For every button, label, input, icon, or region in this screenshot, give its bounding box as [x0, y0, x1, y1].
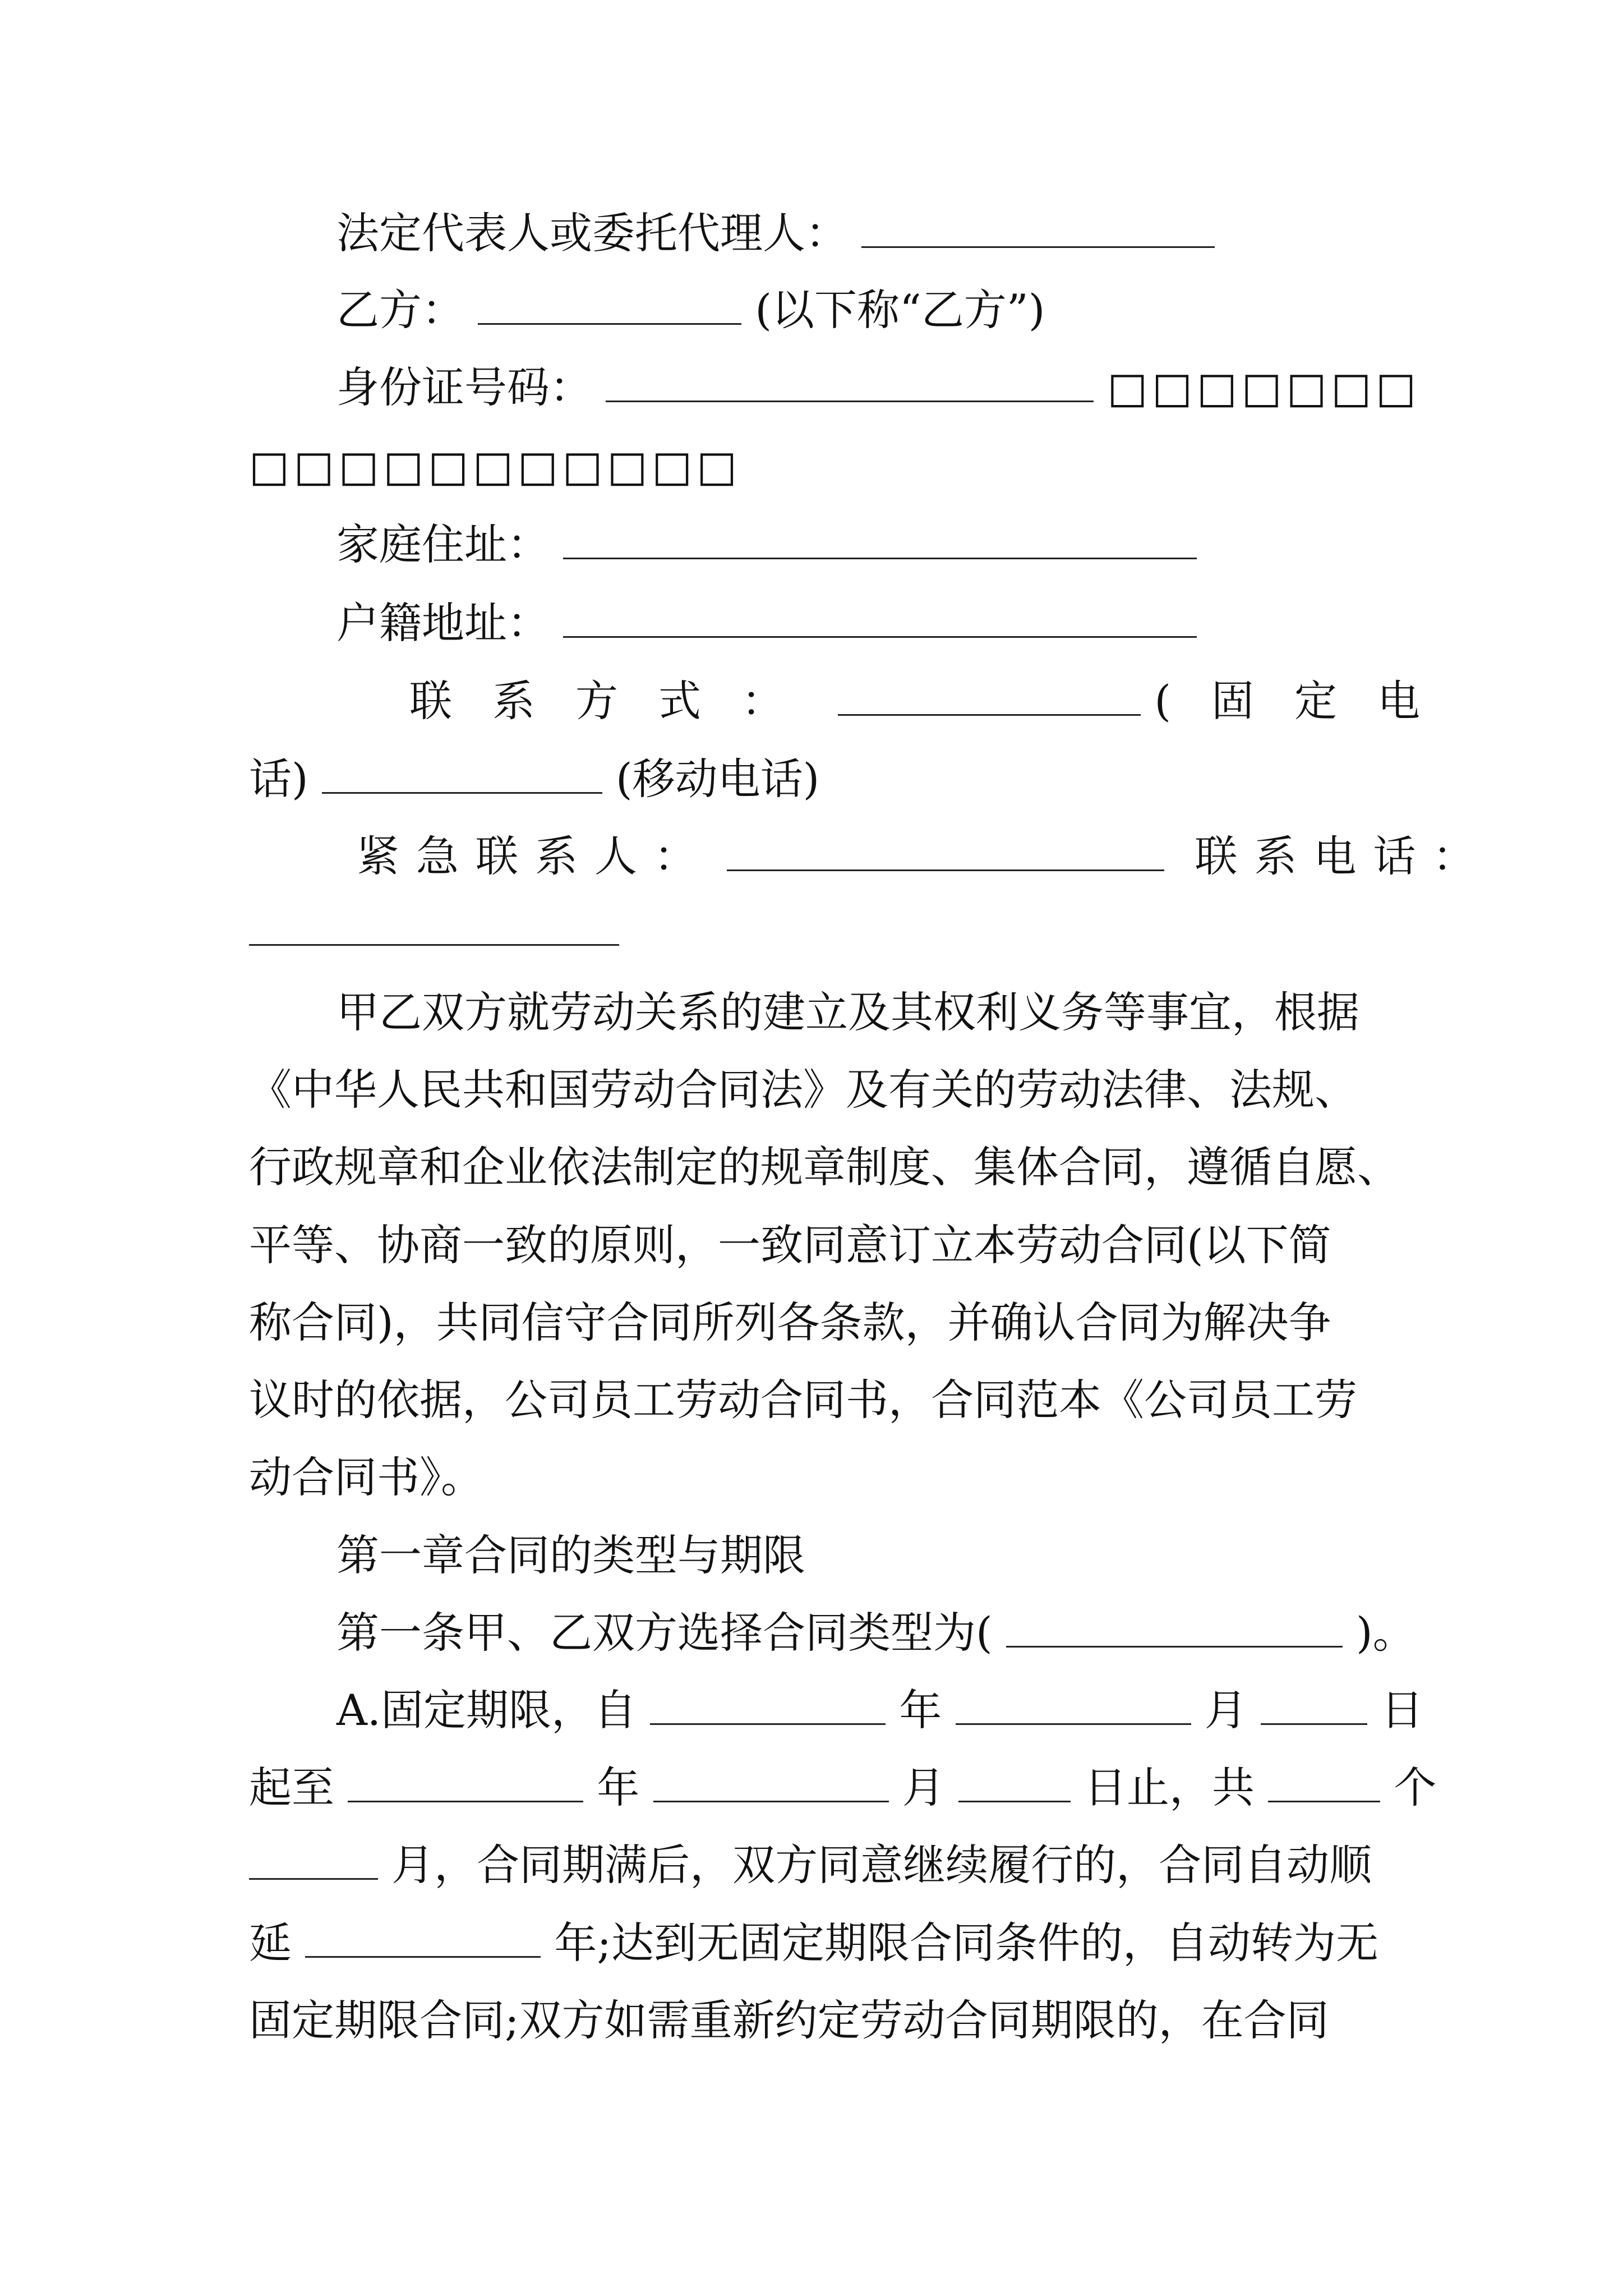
id-boxes-line: [249, 432, 741, 500]
intro-line-1: 甲乙双方就劳动关系的建立及其权利义务等事宜，根据: [336, 987, 1359, 1037]
hukou-address-line: [336, 590, 1197, 657]
hukou-address-label: 户籍地址：: [336, 598, 550, 648]
article-1-line: [336, 1599, 1415, 1667]
from-to-label: 起至: [249, 1763, 334, 1812]
emergency-phone-blank[interactable]: [249, 905, 619, 946]
contact-label: 联系方式：: [409, 676, 824, 726]
extend-tail-text: 年;达到无固定期限合同条件的，自动转为无: [554, 1918, 1378, 1968]
contact-line-2: [249, 746, 819, 813]
party-b-label: 乙方：: [336, 285, 464, 335]
fixed-phone-blank[interactable]: [838, 675, 1141, 716]
option-a-line-3: [249, 1832, 1372, 1899]
intro-line-7: 动合同书》。: [249, 1452, 483, 1502]
hukou-address-blank[interactable]: [563, 597, 1197, 638]
emergency-contact-blank[interactable]: [727, 830, 1164, 871]
intro-line-4: 平等、协商一致的原则，一致同意订立本劳动合同(以下简: [249, 1220, 1331, 1270]
start-year-label: 年: [899, 1685, 942, 1735]
extend-years-blank[interactable]: [305, 1917, 541, 1958]
mobile-phone-label: (移动电话): [616, 754, 820, 804]
intro-line-5: 称合同)，共同信守合同所列各条款，并确认合同为解决争: [249, 1297, 1331, 1347]
start-month-label: 月: [1204, 1685, 1247, 1735]
option-a-line-1: [336, 1677, 1423, 1744]
intro-line-2: 《中华人民共和国劳动合同法》及有关的劳动法律、法规、: [249, 1065, 1357, 1115]
fixed-phone-label-part1: (固定电: [1154, 676, 1460, 726]
start-year-blank[interactable]: [650, 1684, 886, 1725]
home-address-label: 家庭住址：: [336, 519, 550, 569]
home-address-blank[interactable]: [563, 518, 1197, 559]
emergency-contact-label: 紧急联系人：: [357, 831, 713, 881]
id-boxes-row-1: □□□□□□□: [1107, 362, 1421, 412]
extend-label: 延: [249, 1918, 292, 1968]
end-year-blank[interactable]: [348, 1761, 583, 1802]
emergency-phone-label: 联系电话：: [1195, 831, 1492, 881]
end-day-label: 日止，共: [1084, 1763, 1255, 1812]
intro-line-6: 议时的依据，公司员工劳动合同书，合同范本《公司员工劳: [249, 1375, 1357, 1425]
article-1-end: )。: [1356, 1608, 1415, 1658]
option-a-prefix: A.固定期限，自: [336, 1685, 637, 1735]
term-count-blank[interactable]: [1268, 1761, 1380, 1802]
contact-line: [409, 668, 1460, 735]
article-1-text: 第一条甲、乙双方选择合同类型为(: [336, 1608, 993, 1658]
intro-line-3: 行政规章和企业依法制定的规章制度、集体合同，遵循自愿、: [249, 1142, 1400, 1192]
option-a-line-4: [249, 1910, 1378, 1977]
id-number-blank[interactable]: [606, 361, 1094, 402]
chapter-title: 第一章合同的类型与期限: [336, 1530, 805, 1580]
start-month-blank[interactable]: [956, 1684, 1191, 1725]
party-b-line: [336, 277, 1045, 344]
end-month-label: 月: [902, 1763, 945, 1812]
end-day-blank[interactable]: [958, 1761, 1071, 1802]
term-count-label: 个: [1394, 1763, 1437, 1812]
start-day-label: 日: [1381, 1685, 1424, 1735]
representative-line: [336, 200, 1215, 267]
month-tail-text: 月，合同期满后，双方同意继续履行的，合同自动顺: [391, 1840, 1372, 1890]
emergency-phone-line: [249, 898, 619, 965]
home-address-line: [336, 511, 1197, 578]
option-a-line-2: [249, 1754, 1436, 1821]
term-months-blank[interactable]: [249, 1839, 378, 1880]
id-number-line: [336, 354, 1421, 421]
fixed-phone-label-part2: 话): [249, 754, 308, 804]
start-day-blank[interactable]: [1261, 1684, 1367, 1725]
representative-blank[interactable]: [861, 207, 1215, 248]
emergency-contact-line: [357, 823, 1492, 890]
id-boxes-row-2: □□□□□□□□□□□: [249, 441, 741, 491]
contract-type-blank[interactable]: [1006, 1607, 1343, 1648]
mobile-phone-blank[interactable]: [322, 753, 602, 794]
end-month-blank[interactable]: [653, 1761, 889, 1802]
option-a-line-5: 固定期限合同;双方如需重新约定劳动合同期限的，在合同: [249, 1995, 1329, 2045]
representative-label: 法定代表人或委托代理人：: [336, 208, 848, 258]
end-year-label: 年: [597, 1763, 640, 1812]
id-number-label: 身份证号码：: [336, 362, 592, 412]
party-b-suffix: (以下称“乙方”): [755, 285, 1045, 335]
party-b-blank[interactable]: [478, 284, 741, 325]
